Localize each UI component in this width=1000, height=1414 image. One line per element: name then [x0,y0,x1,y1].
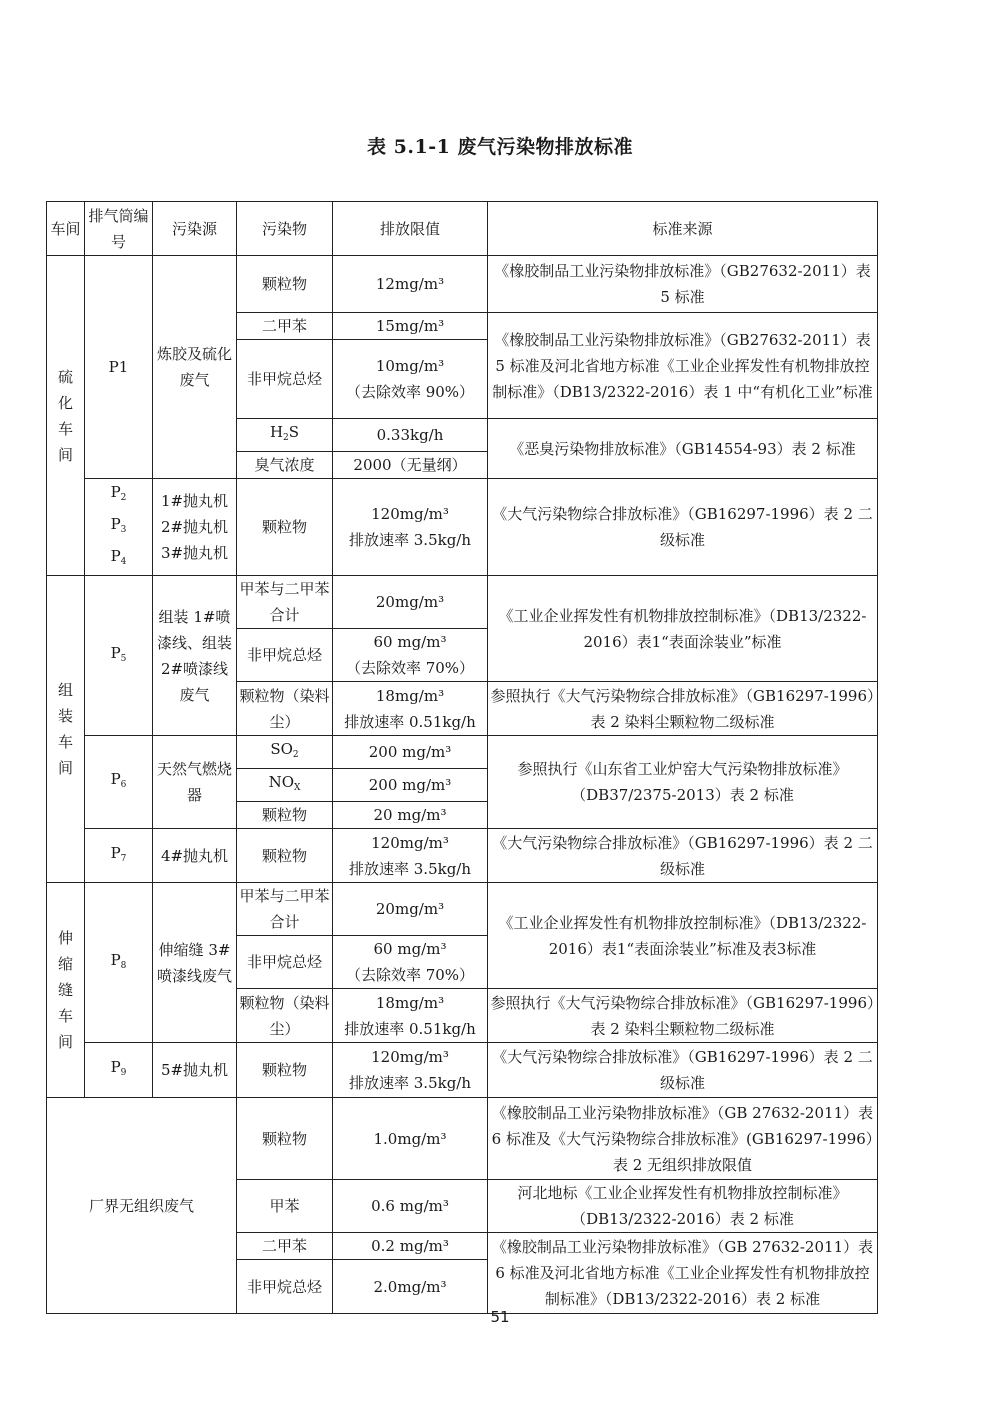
pollutant-cell: 二甲苯 [237,1233,333,1260]
limit-note: （去除效率 90%） [345,383,475,401]
limit-value: 18mg/m³ [375,686,445,705]
pollutant-cell: 二甲苯 [237,313,333,340]
stack-cell: $P_7$ [85,829,153,883]
limit-cell [333,340,488,419]
limit-rate: 排放速率 0.51kg/h [344,1019,476,1038]
workshop-name: 伸缩缝车间 [57,929,73,1051]
limit-cell: 20mg/m³ [333,883,488,936]
source-cell: 5#抛丸机 [153,1043,237,1098]
stack-cell [85,479,153,576]
standard-cell: 《橡胶制品工业污染物排放标准》（GB 27632-2011）表 6 标准及《大气污染物综合排放标准》(GB16297-1996）表 2 无组织排放限值 [488,1098,878,1180]
limit-cell: 0.6 mg/m³ [333,1180,488,1233]
limit-value: 60 mg/m³ [373,633,447,651]
source-name: 1#抛丸机 [160,492,229,510]
limit-cell: 200 mg/m³ [333,769,488,802]
table-row [47,256,878,313]
pollutant-cell: 甲苯 [237,1180,333,1233]
standard-cell: 《橡胶制品工业污染物排放标准》（GB27632-2011）表 5 标准 [488,256,878,313]
limit-rate: 排放速率 3.5kg/h [348,859,472,878]
page-number: 51 [490,1308,510,1326]
pollutant-cell: 非甲烷总烃 [237,936,333,989]
stack-id: $P_2$ [110,483,127,503]
standard-cell: 参照执行《大气污染物综合排放标准》（GB16297-1996）表 2 染料尘颗粒物二级标准 [488,682,878,736]
pollutant-cell: 颗粒物 [237,256,333,313]
limit-cell [333,989,488,1043]
source-name: 3#抛丸机 [160,544,229,562]
workshop-name: 硫化车间 [57,367,73,464]
limit-cell [333,1043,488,1098]
table-row [47,576,878,629]
source-cell: 4#抛丸机 [153,829,237,883]
limit-cell [333,479,488,576]
table-row [47,1098,878,1180]
limit-value: 60 mg/m³ [373,940,447,958]
stack-cell: P1 [85,256,153,479]
limit-cell [333,829,488,883]
stack-cell: $P_9$ [85,1043,153,1098]
table-row [47,736,878,769]
pollutant-cell: 颗粒物 [237,1043,333,1098]
limit-value: 120mg/m³ [371,1048,449,1066]
limit-cell: 200 mg/m³ [333,736,488,769]
pollutant-cell: 非甲烷总烃 [237,340,333,419]
table-row [47,479,878,576]
standard-cell: 《大气污染物综合排放标准》（GB16297-1996）表 2 二级标准 [488,1043,878,1098]
limit-cell [333,629,488,682]
table-title: 表 5.1-1 废气污染物排放标准 [367,136,633,158]
pollutant-cell: 颗粒物（染料尘） [237,682,333,736]
workshop-name: 组装车间 [57,681,73,777]
pollutant-cell: $NO_X$ [237,769,333,802]
limit-value: 18mg/m³ [375,993,445,1012]
limit-value: 120mg/m³ [371,833,449,852]
pollutant-cell: $SO_2$ [237,736,333,769]
source-cell [153,479,237,576]
pollutant-cell: 颗粒物 [237,829,333,883]
limit-rate: 排放速率 0.51kg/h [344,712,476,731]
limit-cell: 2.0mg/m³ [333,1260,488,1314]
source-cell: 炼胶及硫化废气 [153,256,237,479]
source-cell: 天然气燃烧器 [153,736,237,829]
limit-note: （去除效率 70%） [345,659,475,677]
pollutant-cell: 臭气浓度 [237,452,333,479]
standard-cell: 《工业企业挥发性有机物排放控制标准》（DB13/2322-2016）表1“表面涂装业”标准 [488,576,878,682]
source-cell: 组装 1#喷漆线、组装 2#喷漆线废气 [153,576,237,736]
standard-cell: 《橡胶制品工业污染物排放标准》（GB27632-2011）表 5 标准及河北省地方标准《工业企业挥发性有机物排放控制标准》（DB13/2322-2016）表 1 中“有机化工业”标准 [488,313,878,419]
table-row [47,1043,878,1098]
standard-cell: 《大气污染物综合排放标准》（GB16297-1996）表 2 二级标准 [488,479,878,576]
limit-cell [333,936,488,989]
limit-value: 10mg/m³ [375,357,445,375]
workshop-cell [47,883,85,1098]
fugitive-label-cell: 厂界无组织废气 [47,1098,237,1314]
stack-cell: $P_5$ [85,576,153,736]
pollutant-cell: 颗粒物（染料尘） [237,989,333,1043]
pollutant-cell: 非甲烷总烃 [237,629,333,682]
pollutant-cell: 颗粒物 [237,1098,333,1180]
standard-cell: 参照执行《山东省工业炉窑大气污染物排放标准》（DB37/2375-2013）表 2 标准 [488,736,878,829]
stack-cell: $P_8$ [85,883,153,1043]
limit-cell: 0.2 mg/m³ [333,1233,488,1260]
standard-cell: 参照执行《大气污染物综合排放标准》（GB16297-1996）表 2 染料尘颗粒物二级标准 [488,989,878,1043]
header-cell: 污染物 [237,202,333,256]
limit-cell: 20 mg/m³ [333,802,488,829]
limit-cell: 20mg/m³ [333,576,488,629]
source-name: 2#抛丸机 [160,518,229,536]
stack-id: $P_3$ [110,515,127,535]
limit-cell [333,682,488,736]
standard-cell: 河北地标《工业企业挥发性有机物排放控制标准》（DB13/2322-2016）表 2 标准 [488,1180,878,1233]
limit-cell: 0.33kg/h [333,419,488,452]
pollutant-cell: 颗粒物 [237,479,333,576]
standard-cell: 《大气污染物综合排放标准》（GB16297-1996）表 2 二级标准 [488,829,878,883]
workshop-cell [47,256,85,576]
limit-rate: 排放速率 3.5kg/h [348,1074,472,1092]
header-cell: 污染源 [153,202,237,256]
pollutant-cell: $H_2S$ [237,419,333,452]
emission-standards-table [46,201,878,1314]
workshop-cell [47,576,85,883]
stack-cell: $P_6$ [85,736,153,829]
table-header-row [47,202,878,256]
header-cell: 标准来源 [488,202,878,256]
limit-cell: 2000（无量纲） [333,452,488,479]
pollutant-cell: 颗粒物 [237,802,333,829]
limit-note: （去除效率 70%） [345,966,475,984]
pollutant-cell: 甲苯与二甲苯合计 [237,576,333,629]
standard-cell: 《橡胶制品工业污染物排放标准》（GB 27632-2011）表 6 标准及河北省地方标准《工业企业挥发性有机物排放控制标准》（DB13/2322-2016）表 2 标准 [488,1233,878,1314]
standard-cell: 《工业企业挥发性有机物排放控制标准》（DB13/2322-2016）表1“表面涂装业”标准及表3标准 [488,883,878,989]
limit-cell: 12mg/m³ [333,256,488,313]
limit-rate: 排放速率 3.5kg/h [348,531,472,549]
standard-cell: 《恶臭污染物排放标准》（GB14554-93）表 2 标准 [488,419,878,479]
table-row [47,829,878,883]
limit-cell: 15mg/m³ [333,313,488,340]
source-cell: 伸缩缝 3#喷漆线废气 [153,883,237,1043]
table-row [47,883,878,936]
header-cell: 车间 [47,202,85,256]
header-cell: 排气筒编号 [85,202,153,256]
limit-value: 120mg/m³ [371,505,449,523]
pollutant-cell: 甲苯与二甲苯合计 [237,883,333,936]
header-cell: 排放限值 [333,202,488,256]
stack-id: $P_4$ [110,547,127,567]
limit-cell: 1.0mg/m³ [333,1098,488,1180]
pollutant-cell: 非甲烷总烃 [237,1260,333,1314]
